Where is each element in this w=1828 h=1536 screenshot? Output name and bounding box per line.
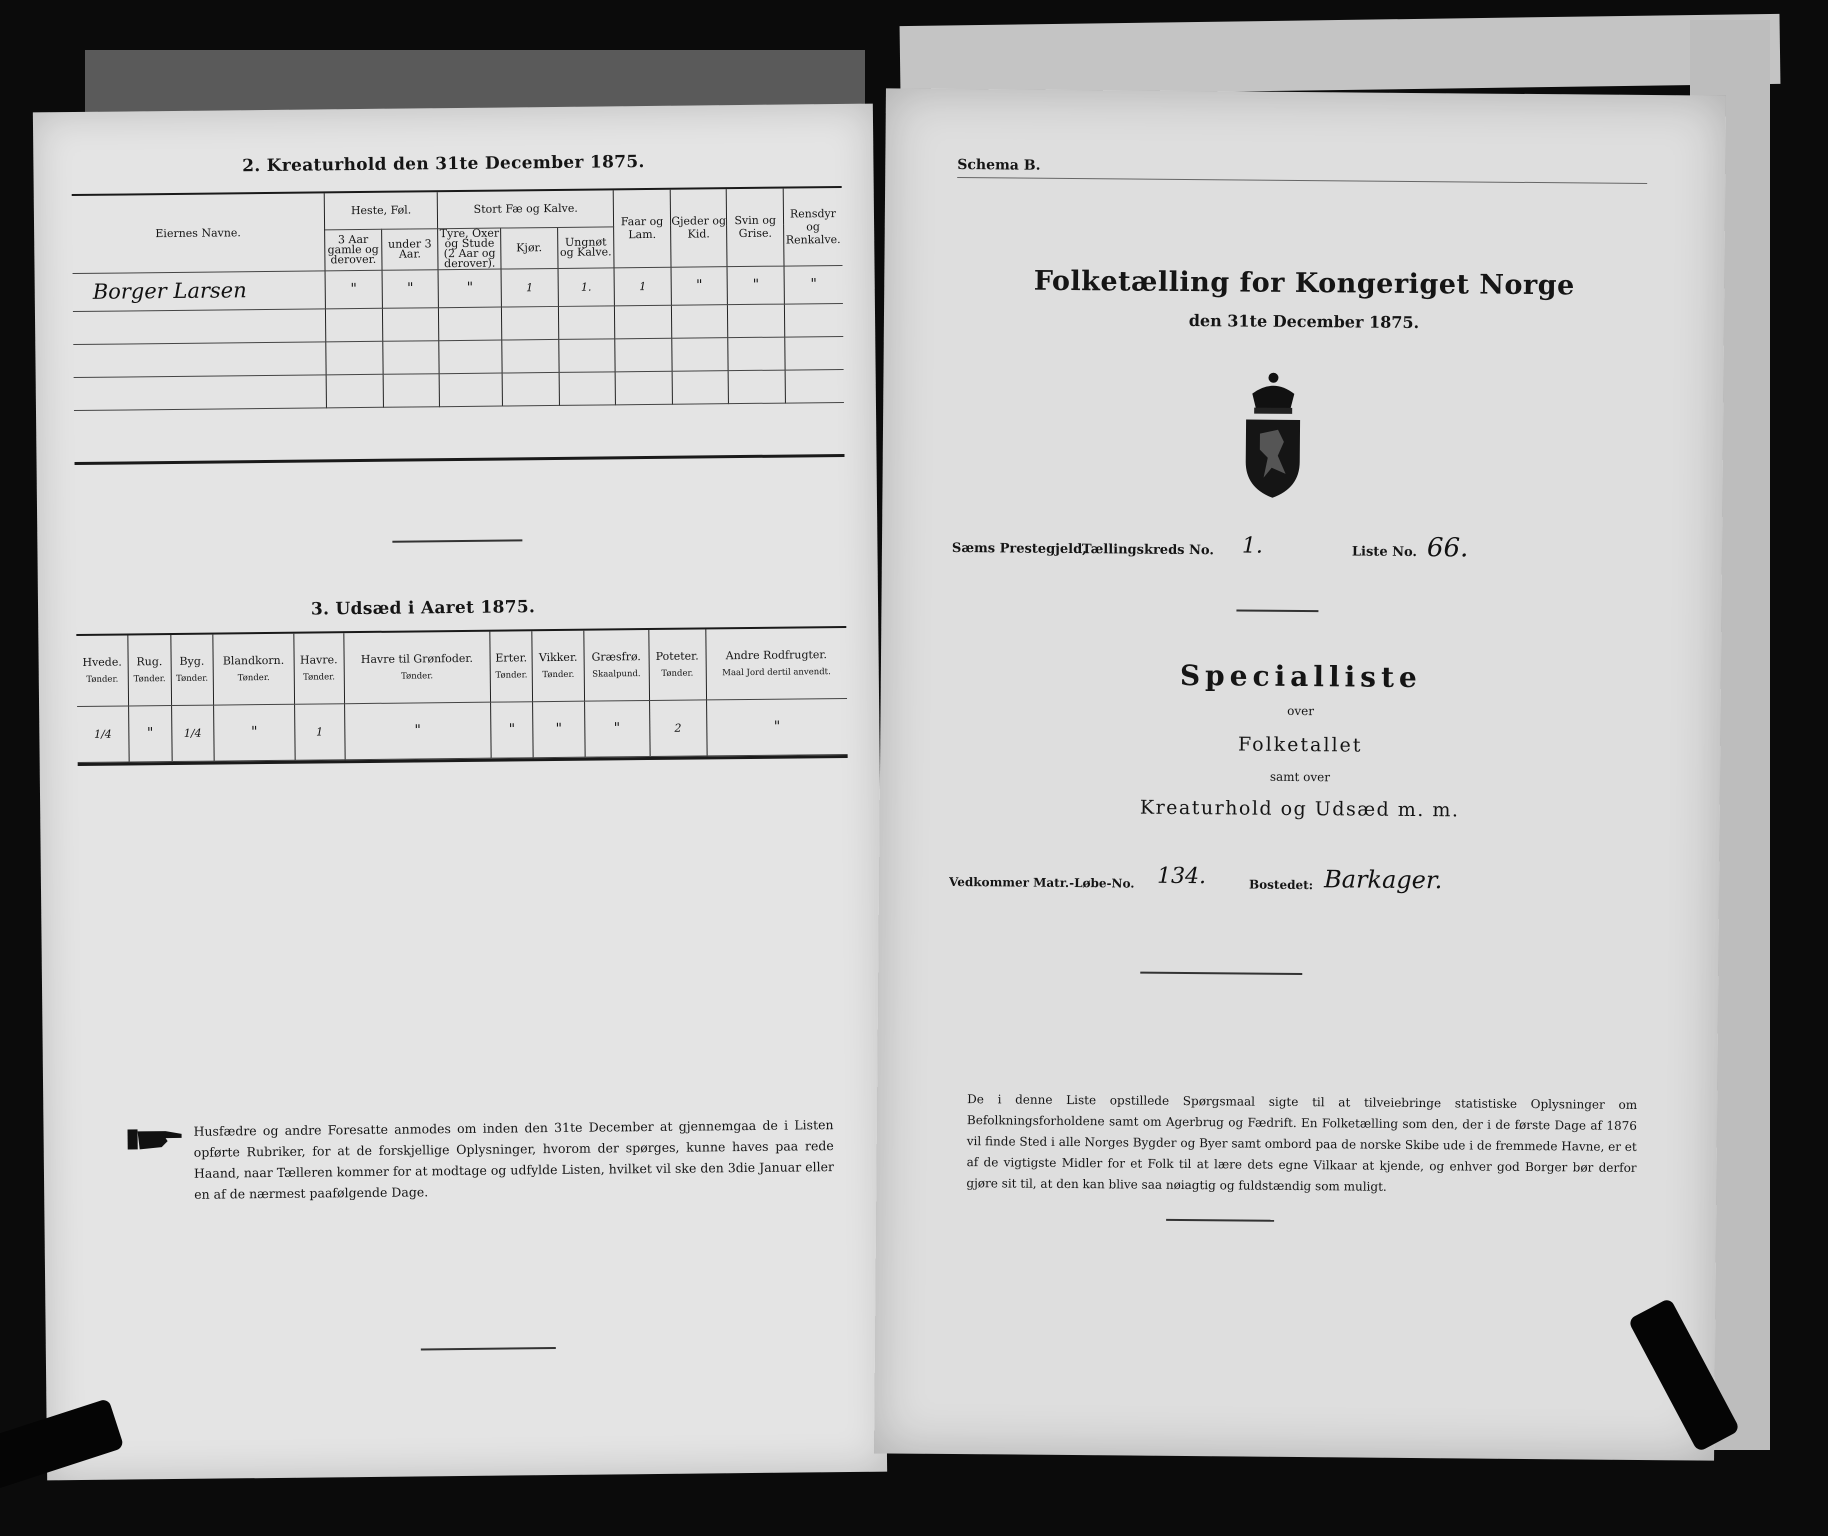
owner-header: Eiernes Navne. [72, 193, 325, 273]
cattle-header: Stort Fæ og Kalve. [438, 190, 614, 228]
separator-5 [1166, 1219, 1274, 1221]
section3-title: 3. Udsæd i Aaret 1875. [310, 597, 536, 620]
cattle-sub1: Tyre, Oxer og Stude (2 Aar og derover). [438, 228, 501, 270]
seed-header-9 [583, 630, 649, 701]
seed-header-name: Andre Rodfrugter. [725, 648, 828, 663]
seed-header-unit: Tønder. [495, 670, 528, 681]
horses-header: Heste, Føl. [324, 192, 438, 229]
cell-c1: " [438, 269, 501, 308]
separator-1 [392, 539, 522, 542]
seed-header-10 [648, 629, 706, 700]
seed-header-unit: Tønder. [237, 673, 270, 684]
seed-header-unit: Maal Jord dertil anvendt. [722, 667, 831, 679]
bosted-label: Bostedet: [1248, 877, 1314, 893]
pointing-hand-icon [125, 1123, 185, 1154]
cell-h2: " [382, 269, 439, 308]
seed-header-11 [705, 628, 847, 699]
seed-header-3 [170, 635, 213, 705]
seed-value-8: " [533, 701, 585, 758]
liste-label: Liste No. [1351, 544, 1418, 561]
cell-c3: 1. [558, 267, 615, 306]
liste-number: 66. [1426, 533, 1469, 564]
owner-name: Borger Larsen [73, 270, 326, 311]
seed-header-7 [490, 631, 533, 701]
matr-number: 134. [1156, 863, 1207, 890]
over-text: over [1287, 703, 1315, 719]
census-title: Folketælling for Kongeriget Norge [1033, 265, 1575, 302]
seed-value-11: " [706, 698, 848, 755]
seed-header-name: Græsfrø. [591, 650, 641, 664]
seed-header-5 [294, 633, 345, 704]
seed-value-3: 1/4 [171, 705, 214, 761]
coat-of-arms-icon [1237, 369, 1308, 500]
livestock-table [72, 188, 844, 411]
seed-header-2 [128, 635, 171, 705]
matr-label: Vedkommer Matr.-Løbe-No. [948, 874, 1135, 891]
seed-header-name: Havre til Grønfoder. [360, 652, 474, 667]
seed-grid [76, 628, 847, 763]
specialliste-title: Specialliste [1179, 658, 1422, 695]
seed-header-name: Rug. [136, 655, 163, 669]
seed-value-6: " [344, 702, 491, 760]
seed-header-6 [344, 632, 491, 704]
seed-value-9: " [584, 700, 650, 757]
cattle-sub3: Ungnøt og Kalve. [557, 226, 614, 268]
cell-reindeer: " [784, 265, 843, 304]
info-text: De i denne Liste opstillede Spørgsmaal sigte til at tilveiebringe statistiske Oplysninger om Befolkningsforholdene samt om Agerbrug og Fædrift. En Folketælling som den, der i de første Dage af 1876 vil finde Sted i alle Norges Bygder og Byer samt ombord paa de norske Skibe ude i de fremmede Havne, er et af de vigtigste Midler for et Folk til at lære dets egne Vilkaar at kjende, og enhver god Borger bør derfor gjøre sit til, at den kan blive saa nøiagtig og fuldstændig som muligt. [966, 1092, 1638, 1194]
seed-header-name: Poteter. [655, 649, 699, 664]
section2-title: 2. Kreaturhold den 31te December 1875. [242, 152, 645, 177]
kreds-label: Tællingskreds No. [1081, 542, 1214, 559]
seed-header-name: Blandkorn. [222, 654, 285, 668]
pigs-header: Svin og Grise. [727, 189, 784, 267]
horses-sub2: under 3 Aar. [381, 228, 438, 270]
note-text: Husfædre og andre Foresatte anmodes om inden den 31te December at gjennemgaa de i Listen opførte Rubriker, for at de forskjellige Oplysninger, hvorom der spørges, kunne haves paa rede Haand, naar Tælleren kommer for at modtage og udfylde Listen, hvilket vil ske den 3die Januar eller en af de nærmest paafølgende Dage. [193, 1117, 835, 1202]
seed-header-unit: Tønder. [176, 673, 209, 685]
seed-header-unit: Tønder. [302, 672, 336, 683]
seed-header-name: Havre. [299, 653, 338, 667]
seed-value-1: 1/4 [77, 705, 129, 762]
seed-header-unit: Tønder. [133, 674, 166, 685]
seed-value-7: " [490, 701, 533, 757]
separator-2 [421, 1347, 556, 1350]
schema-label: Schema B. [957, 156, 1041, 174]
cell-goats: " [671, 266, 728, 305]
census-date: den 31te December 1875. [1188, 311, 1420, 333]
horses-sub1: 3 Aar gamle og derover. [325, 229, 382, 271]
prestegjeld-label: Sæms Prestegjeld, [951, 540, 1087, 558]
seed-header-8 [532, 631, 584, 702]
seed-header-1 [76, 635, 128, 706]
seed-table [76, 628, 847, 763]
seed-header-4 [213, 634, 294, 705]
samt-over-text: samt over [1269, 769, 1331, 785]
cell-h1: " [325, 270, 382, 309]
seed-header-name: Hvede. [82, 655, 122, 670]
seed-header-unit: Tønder. [86, 674, 119, 686]
seed-header-name: Vikker. [538, 651, 578, 665]
right-page [874, 88, 1726, 1460]
seed-value-10: 2 [649, 699, 706, 756]
seed-header-name: Erter. [495, 651, 528, 665]
bosted-value: Barkager. [1323, 865, 1443, 895]
cell-pigs: " [727, 266, 784, 305]
seed-header-unit: Tønder. [542, 670, 575, 681]
reindeer-header: Rensdyr og Renkalve. [783, 188, 842, 266]
seed-value-5: 1 [294, 703, 345, 760]
cell-sheep: 1 [614, 267, 671, 306]
goats-header: Gjeder og Kid. [670, 189, 727, 267]
separator-4 [1140, 972, 1302, 975]
sheep-header: Faar og Lam. [614, 190, 671, 268]
seed-header-unit: Tønder. [401, 671, 434, 682]
cattle-sub2: Kjør. [501, 227, 558, 269]
kreaturhold-text: Kreaturhold og Udsæd m. m. [1139, 796, 1460, 822]
folketallet-text: Folketallet [1237, 733, 1363, 757]
seed-header-unit: Tønder. [661, 668, 694, 680]
separator-3 [1236, 609, 1318, 612]
seed-value-4: " [214, 704, 295, 761]
left-page [33, 104, 887, 1481]
cell-c2: 1 [501, 268, 558, 307]
seed-header-unit: Skaalpund. [592, 669, 641, 680]
schema-rule [957, 177, 1647, 184]
section2-bottom-rule [75, 454, 845, 465]
seed-value-2: " [129, 705, 172, 761]
seed-header-name: Byg. [179, 654, 205, 669]
back-sheet-top [900, 14, 1781, 96]
kreds-number: 1. [1241, 533, 1264, 559]
